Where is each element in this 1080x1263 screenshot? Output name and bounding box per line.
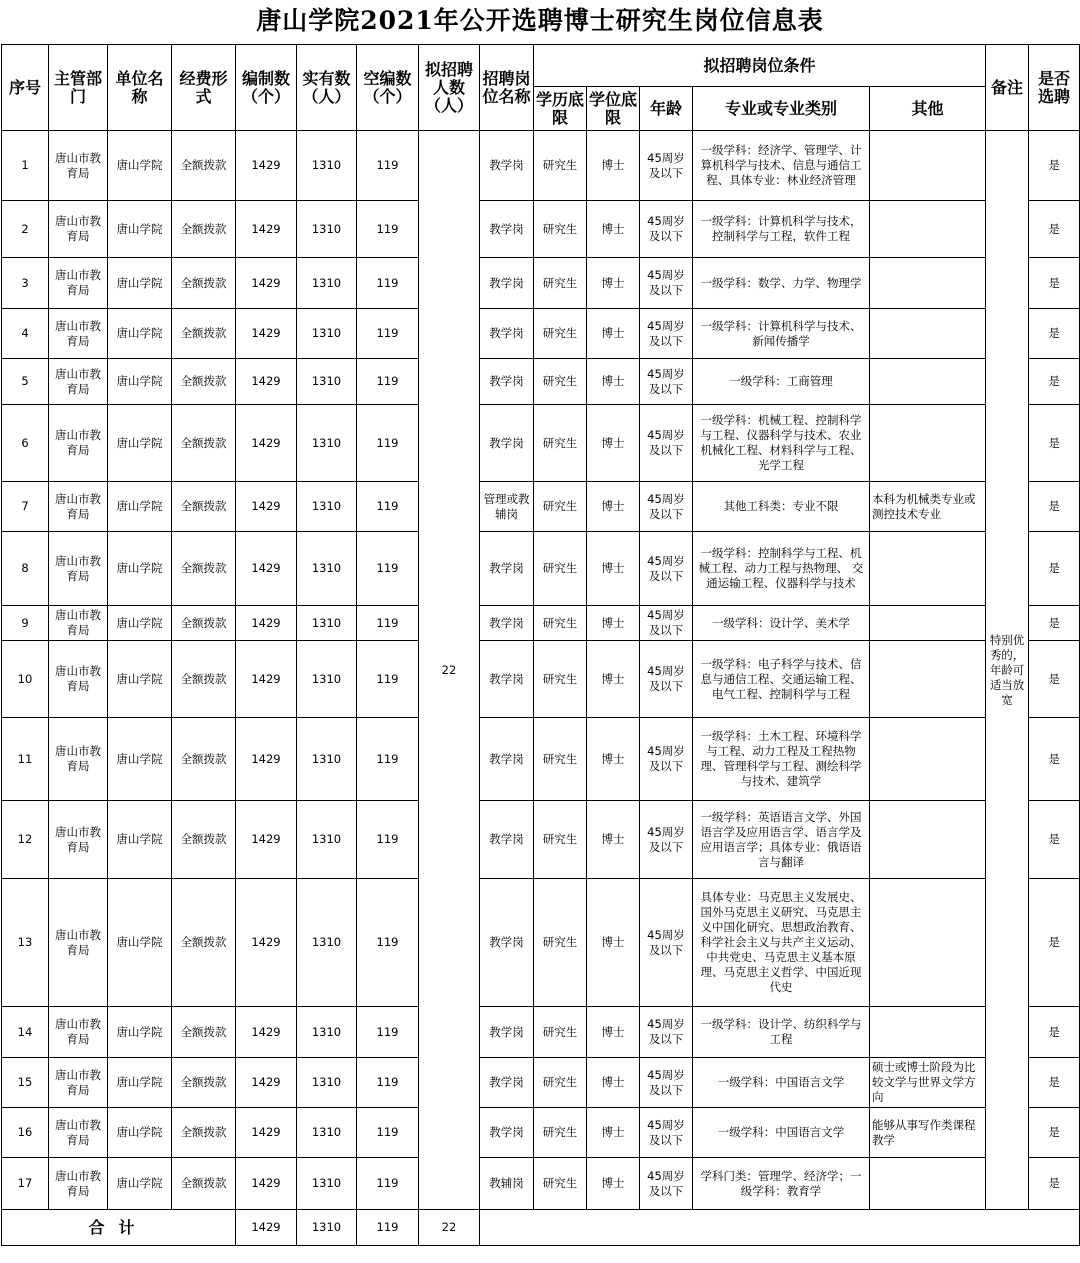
cell-degree: 博士 [587,482,640,532]
cell-post: 教学岗 [480,1058,534,1108]
cell-other [870,131,986,201]
cell-actual: 1310 [297,309,357,359]
cell-degree: 博士 [587,405,640,482]
cell-quota: 1429 [236,532,297,606]
cell-funding: 全额拨款 [172,606,236,641]
cell-quota: 1429 [236,131,297,201]
cell-age: 45周岁及以下 [640,309,693,359]
cell-degree: 博士 [587,359,640,405]
cell-unit: 唐山学院 [108,1007,172,1058]
cell-degree: 博士 [587,201,640,258]
cell-seq: 17 [2,1158,49,1210]
cell-edu: 研究生 [534,359,587,405]
cell-vacant: 119 [357,405,419,482]
cell-dept: 唐山市教育局 [49,1007,108,1058]
cell-quota: 1429 [236,1058,297,1108]
cell-edu: 研究生 [534,801,587,879]
table-row [2,359,1080,405]
cell-age: 45周岁及以下 [640,201,693,258]
table-row [2,405,1080,482]
cell-other [870,405,986,482]
cell-vacant: 119 [357,1007,419,1058]
cell-degree: 博士 [587,309,640,359]
cell-major: 其他工科类：专业不限 [693,482,870,532]
cell-major: 一级学科：中国语言文学 [693,1108,870,1158]
cell-vacant: 119 [357,641,419,718]
cell-select: 是 [1029,1007,1080,1058]
cell-dept: 唐山市教育局 [49,482,108,532]
cell-age: 45周岁及以下 [640,718,693,801]
cell-major: 一级学科：计算机科学与技术，控制科学与工程，软件工程 [693,201,870,258]
cell-post: 教学岗 [480,131,534,201]
cell-quota: 1429 [236,482,297,532]
recruitment-table [1,44,1080,1246]
cell-funding: 全额拨款 [172,131,236,201]
cell-vacant: 119 [357,1108,419,1158]
cell-age: 45周岁及以下 [640,606,693,641]
cell-dept: 唐山市教育局 [49,201,108,258]
cell-actual: 1310 [297,405,357,482]
cell-funding: 全额拨款 [172,201,236,258]
cell-post: 教学岗 [480,359,534,405]
cell-major: 一级学科：土木工程、环境科学与工程、动力工程及工程热物理、管理科学与工程、测绘科学与技术、建筑学 [693,718,870,801]
cell-post: 管理或教辅岗 [480,482,534,532]
cell-funding: 全额拨款 [172,879,236,1007]
cell-post: 教学岗 [480,405,534,482]
cell-funding: 全额拨款 [172,309,236,359]
cell-quota: 1429 [236,1108,297,1158]
cell-quota: 1429 [236,606,297,641]
cell-edu: 研究生 [534,1158,587,1210]
header-select: 是否选聘 [1029,45,1080,131]
cell-quota: 1429 [236,359,297,405]
cell-unit: 唐山学院 [108,131,172,201]
cell-other [870,532,986,606]
cell-edu: 研究生 [534,201,587,258]
cell-degree: 博士 [587,1108,640,1158]
cell-dept: 唐山市教育局 [49,606,108,641]
cell-dept: 唐山市教育局 [49,131,108,201]
cell-select: 是 [1029,1058,1080,1108]
cell-major: 具体专业：马克思主义发展史、国外马克思主义研究、马克思主义中国化研究、思想政治教育、科学社会主义与共产主义运动、中共党史、马克思主义基本原理、马克思主义哲学、中国近现代史 [693,879,870,1007]
cell-degree: 博士 [587,801,640,879]
table-body [2,131,1080,1210]
cell-dept: 唐山市教育局 [49,1108,108,1158]
header-quota: 编制数（个） [236,45,297,131]
cell-other [870,718,986,801]
cell-unit: 唐山学院 [108,641,172,718]
cell-other [870,1007,986,1058]
cell-edu: 研究生 [534,405,587,482]
cell-actual: 1310 [297,258,357,309]
cell-other [870,879,986,1007]
plan-count-cell: 22 [419,131,480,1210]
cell-funding: 全额拨款 [172,1108,236,1158]
cell-dept: 唐山市教育局 [49,309,108,359]
cell-actual: 1310 [297,359,357,405]
cell-seq: 5 [2,359,49,405]
cell-post: 教学岗 [480,1007,534,1058]
cell-major: 一级学科：机械工程、控制科学与工程、仪器科学与技术、农业机械化工程、材料科学与工程、光学工程 [693,405,870,482]
cell-seq: 7 [2,482,49,532]
cell-other [870,309,986,359]
header-dept: 主管部门 [49,45,108,131]
cell-dept: 唐山市教育局 [49,258,108,309]
cell-select: 是 [1029,641,1080,718]
cell-other: 硕士或博士阶段为比较文学与世界文学方向 [870,1058,986,1108]
remark-cell: 特别优秀的，年龄可适当放宽 [986,131,1029,1210]
header-seq: 序号 [2,45,49,131]
cell-funding: 全额拨款 [172,359,236,405]
cell-seq: 16 [2,1108,49,1158]
cell-unit: 唐山学院 [108,405,172,482]
cell-post: 教学岗 [480,879,534,1007]
cell-select: 是 [1029,606,1080,641]
cell-other [870,641,986,718]
cell-dept: 唐山市教育局 [49,641,108,718]
cell-age: 45周岁及以下 [640,405,693,482]
cell-age: 45周岁及以下 [640,359,693,405]
cell-select: 是 [1029,801,1080,879]
table-row [2,309,1080,359]
header-actual: 实有数（人） [297,45,357,131]
header-unit: 单位名称 [108,45,172,131]
header-funding: 经费形式 [172,45,236,131]
cell-edu: 研究生 [534,1058,587,1108]
cell-unit: 唐山学院 [108,359,172,405]
cell-actual: 1310 [297,201,357,258]
cell-major: 学科门类：管理学、经济学；一级学科：教育学 [693,1158,870,1210]
header-major: 专业或专业类别 [693,87,870,131]
cell-unit: 唐山学院 [108,309,172,359]
cell-select: 是 [1029,482,1080,532]
cell-seq: 10 [2,641,49,718]
cell-age: 45周岁及以下 [640,482,693,532]
cell-age: 45周岁及以下 [640,1058,693,1108]
cell-post: 教学岗 [480,718,534,801]
cell-vacant: 119 [357,1158,419,1210]
cell-dept: 唐山市教育局 [49,1058,108,1108]
cell-funding: 全额拨款 [172,482,236,532]
cell-quota: 1429 [236,1158,297,1210]
header-edu: 学历底限 [534,87,587,131]
table-row [2,1007,1080,1058]
cell-actual: 1310 [297,641,357,718]
cell-other: 能够从事写作类课程教学 [870,1108,986,1158]
cell-seq: 9 [2,606,49,641]
cell-post: 教学岗 [480,201,534,258]
cell-quota: 1429 [236,718,297,801]
cell-age: 45周岁及以下 [640,1158,693,1210]
cell-select: 是 [1029,1158,1080,1210]
cell-unit: 唐山学院 [108,201,172,258]
cell-select: 是 [1029,258,1080,309]
cell-dept: 唐山市教育局 [49,1158,108,1210]
cell-major: 一级学科：经济学、管理学、计算机科学与技术、信息与通信工程、具体专业：林业经济管理 [693,131,870,201]
cell-seq: 12 [2,801,49,879]
cell-dept: 唐山市教育局 [49,801,108,879]
cell-select: 是 [1029,1108,1080,1158]
cell-seq: 13 [2,879,49,1007]
cell-actual: 1310 [297,1058,357,1108]
cell-unit: 唐山学院 [108,879,172,1007]
cell-quota: 1429 [236,879,297,1007]
cell-degree: 博士 [587,532,640,606]
cell-vacant: 119 [357,1058,419,1108]
table-row [2,131,1080,201]
cell-seq: 11 [2,718,49,801]
cell-major: 一级学科：英语语言文学、外国语言学及应用语言学、语言学及应用语言学；具体专业：俄语语言与翻译 [693,801,870,879]
cell-select: 是 [1029,718,1080,801]
header-vacant: 空编数（个） [357,45,419,131]
cell-post: 教学岗 [480,532,534,606]
cell-degree: 博士 [587,258,640,309]
table-row [2,532,1080,606]
cell-funding: 全额拨款 [172,641,236,718]
cell-degree: 博士 [587,131,640,201]
table-row [2,1108,1080,1158]
cell-unit: 唐山学院 [108,1058,172,1108]
cell-unit: 唐山学院 [108,1108,172,1158]
table-row [2,641,1080,718]
cell-major: 一级学科：数学、力学、物理学 [693,258,870,309]
cell-degree: 博士 [587,1007,640,1058]
cell-seq: 14 [2,1007,49,1058]
cell-seq: 8 [2,532,49,606]
cell-vacant: 119 [357,606,419,641]
cell-other: 本科为机械类专业或测控技术专业 [870,482,986,532]
header-degree: 学位底限 [587,87,640,131]
cell-select: 是 [1029,532,1080,606]
cell-edu: 研究生 [534,879,587,1007]
cell-seq: 2 [2,201,49,258]
cell-post: 教学岗 [480,801,534,879]
cell-unit: 唐山学院 [108,606,172,641]
cell-dept: 唐山市教育局 [49,718,108,801]
total-blank [480,1210,1080,1246]
cell-select: 是 [1029,359,1080,405]
table-row [2,258,1080,309]
cell-vacant: 119 [357,131,419,201]
cell-edu: 研究生 [534,258,587,309]
cell-quota: 1429 [236,201,297,258]
cell-major: 一级学科：电子科学与技术、信息与通信工程、交通运输工程、电气工程、控制科学与工程 [693,641,870,718]
cell-actual: 1310 [297,718,357,801]
cell-vacant: 119 [357,482,419,532]
cell-unit: 唐山学院 [108,482,172,532]
cell-edu: 研究生 [534,482,587,532]
cell-age: 45周岁及以下 [640,532,693,606]
header-plan: 拟招聘人数（人） [419,45,480,131]
total-plan: 22 [419,1210,480,1246]
cell-age: 45周岁及以下 [640,879,693,1007]
cell-edu: 研究生 [534,1007,587,1058]
cell-age: 45周岁及以下 [640,1108,693,1158]
cell-dept: 唐山市教育局 [49,532,108,606]
header-remark: 备注 [986,45,1029,131]
table-row [2,606,1080,641]
cell-edu: 研究生 [534,606,587,641]
cell-actual: 1310 [297,131,357,201]
cell-age: 45周岁及以下 [640,641,693,718]
table-row [2,1158,1080,1210]
cell-major: 一级学科：设计学、美术学 [693,606,870,641]
cell-actual: 1310 [297,606,357,641]
cell-post: 教学岗 [480,258,534,309]
total-actual: 1310 [297,1210,357,1246]
cell-other [870,258,986,309]
cell-age: 45周岁及以下 [640,801,693,879]
cell-seq: 3 [2,258,49,309]
cell-seq: 4 [2,309,49,359]
cell-select: 是 [1029,309,1080,359]
cell-major: 一级学科：计算机科学与技术、新闻传播学 [693,309,870,359]
cell-degree: 博士 [587,879,640,1007]
header-post: 招聘岗位名称 [480,45,534,131]
cell-quota: 1429 [236,258,297,309]
cell-select: 是 [1029,405,1080,482]
header-conditions: 拟招聘岗位条件 [534,45,986,87]
cell-funding: 全额拨款 [172,718,236,801]
cell-major: 一级学科：中国语言文学 [693,1058,870,1108]
cell-quota: 1429 [236,641,297,718]
cell-dept: 唐山市教育局 [49,359,108,405]
cell-major: 一级学科：设计学、纺织科学与工程 [693,1007,870,1058]
total-vacant: 119 [357,1210,419,1246]
cell-age: 45周岁及以下 [640,258,693,309]
cell-edu: 研究生 [534,718,587,801]
table-row [2,718,1080,801]
cell-degree: 博士 [587,606,640,641]
total-label: 合计 [2,1210,236,1246]
cell-seq: 1 [2,131,49,201]
cell-select: 是 [1029,131,1080,201]
cell-degree: 博士 [587,641,640,718]
cell-dept: 唐山市教育局 [49,879,108,1007]
cell-dept: 唐山市教育局 [49,405,108,482]
cell-vacant: 119 [357,309,419,359]
cell-seq: 6 [2,405,49,482]
cell-degree: 博士 [587,718,640,801]
cell-actual: 1310 [297,482,357,532]
cell-actual: 1310 [297,801,357,879]
cell-edu: 研究生 [534,1108,587,1158]
cell-other [870,1158,986,1210]
cell-quota: 1429 [236,1007,297,1058]
cell-funding: 全额拨款 [172,258,236,309]
cell-unit: 唐山学院 [108,718,172,801]
cell-unit: 唐山学院 [108,258,172,309]
cell-age: 45周岁及以下 [640,131,693,201]
cell-actual: 1310 [297,1007,357,1058]
cell-post: 教学岗 [480,641,534,718]
cell-post: 教学岗 [480,309,534,359]
cell-funding: 全额拨款 [172,1058,236,1108]
cell-post: 教学岗 [480,1108,534,1158]
cell-select: 是 [1029,201,1080,258]
cell-quota: 1429 [236,801,297,879]
cell-funding: 全额拨款 [172,405,236,482]
cell-other [870,201,986,258]
cell-other [870,606,986,641]
cell-unit: 唐山学院 [108,801,172,879]
cell-major: 一级学科：控制科学与工程、机械工程、动力工程与热物理、 交通运输工程、仪器科学与技术 [693,532,870,606]
cell-post: 教辅岗 [480,1158,534,1210]
header-other: 其他 [870,87,986,131]
cell-vacant: 119 [357,201,419,258]
cell-edu: 研究生 [534,309,587,359]
cell-age: 45周岁及以下 [640,1007,693,1058]
cell-other [870,359,986,405]
cell-quota: 1429 [236,405,297,482]
cell-unit: 唐山学院 [108,1158,172,1210]
cell-edu: 研究生 [534,131,587,201]
cell-select: 是 [1029,879,1080,1007]
cell-vacant: 119 [357,801,419,879]
page-title: 唐山学院2021年公开选聘博士研究生岗位信息表 [256,6,824,35]
cell-vacant: 119 [357,718,419,801]
cell-funding: 全额拨款 [172,1007,236,1058]
cell-funding: 全额拨款 [172,801,236,879]
table-row [2,879,1080,1007]
total-quota: 1429 [236,1210,297,1246]
cell-vacant: 119 [357,359,419,405]
cell-vacant: 119 [357,532,419,606]
header-age: 年龄 [640,87,693,131]
table-row [2,482,1080,532]
cell-actual: 1310 [297,879,357,1007]
cell-quota: 1429 [236,309,297,359]
cell-actual: 1310 [297,532,357,606]
cell-edu: 研究生 [534,641,587,718]
table-row [2,801,1080,879]
cell-post: 教学岗 [480,606,534,641]
cell-degree: 博士 [587,1158,640,1210]
cell-actual: 1310 [297,1158,357,1210]
cell-major: 一级学科：工商管理 [693,359,870,405]
cell-actual: 1310 [297,1108,357,1158]
cell-seq: 15 [2,1058,49,1108]
table-row [2,1058,1080,1108]
cell-vacant: 119 [357,258,419,309]
cell-unit: 唐山学院 [108,532,172,606]
cell-other [870,801,986,879]
table-row [2,201,1080,258]
cell-edu: 研究生 [534,532,587,606]
cell-vacant: 119 [357,879,419,1007]
cell-degree: 博士 [587,1058,640,1108]
cell-funding: 全额拨款 [172,532,236,606]
cell-funding: 全额拨款 [172,1158,236,1210]
